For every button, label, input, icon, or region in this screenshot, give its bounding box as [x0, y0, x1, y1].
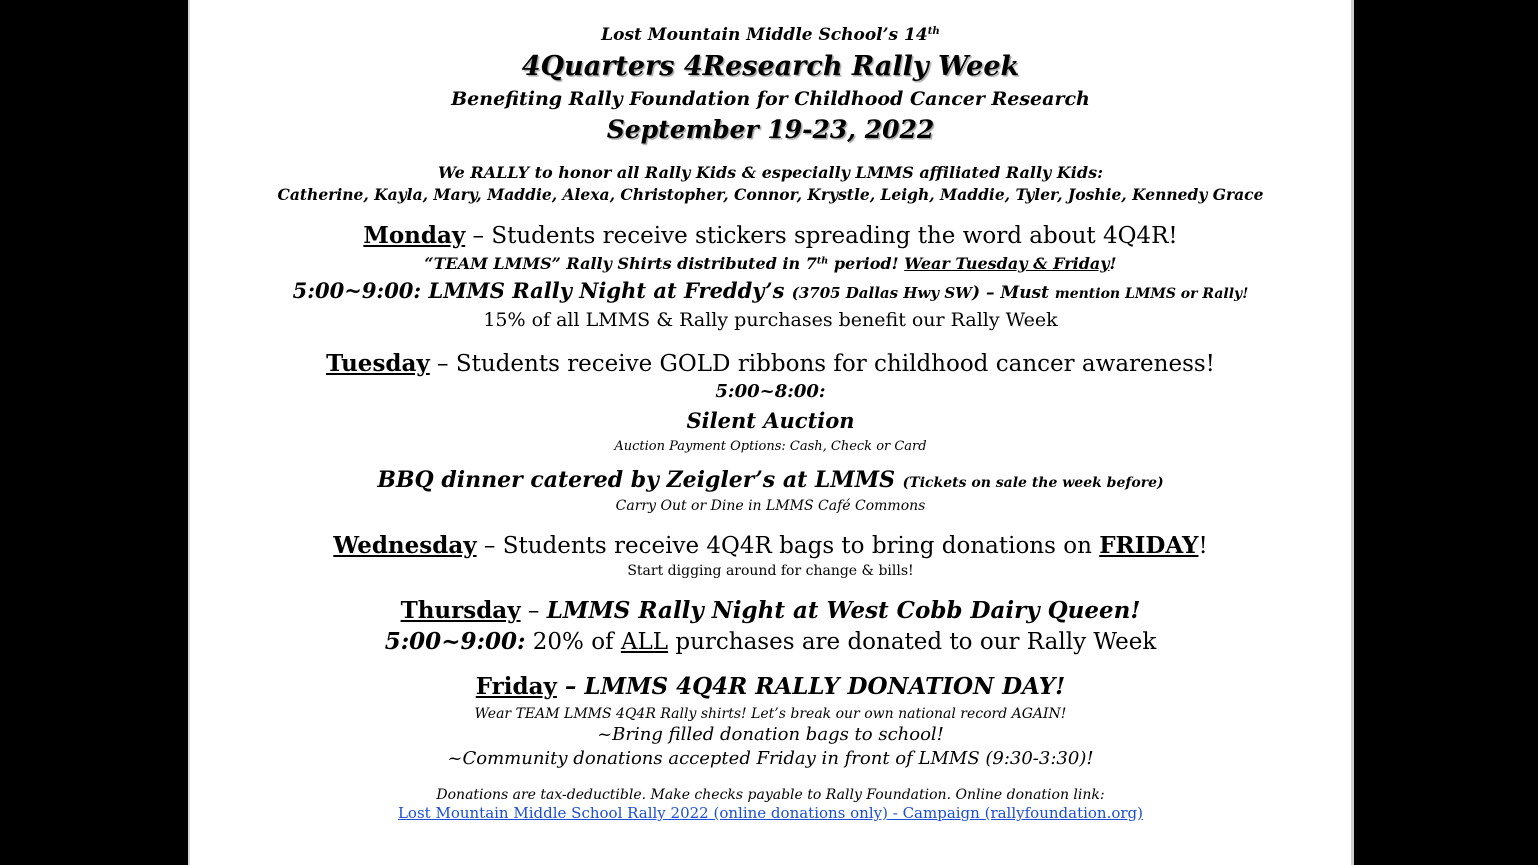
honor-intro: We RALLY to honor all Rally Kids & especially LMMS affiliated Rally Kids: — [438, 163, 1103, 182]
honor-names: Catherine, Kayla, Mary, Maddie, Alexa, Christopher, Connor, Krystle, Leigh, Maddie, Tyler, Joshie, Kennedy Grace — [277, 185, 1264, 204]
friday-bags: ~Bring filled donation bags to school! — [597, 724, 944, 745]
tuesday-line: Tuesday – Students receive GOLD ribbons for childhood cancer awareness! — [326, 350, 1215, 377]
document-page — [188, 0, 1354, 865]
friday-wear: Wear TEAM LMMS 4Q4R Rally shirts! Let’s break our own national record AGAIN! — [474, 706, 1067, 722]
thursday-label: Thursday — [400, 597, 521, 624]
donation-link[interactable]: Lost Mountain Middle School Rally 2022 (online donations only) - Campaign (rallyfoundation.org) — [397, 804, 1144, 822]
monday-label: Monday — [363, 222, 466, 249]
friday-community: ~Community donations accepted Friday in front of LMMS (9:30-3:30)! — [447, 748, 1094, 769]
monday-shirts-line: “TEAM LMMS” Rally Shirts distributed in 7th period! Wear Tuesday & Friday! — [424, 254, 1117, 273]
monday-line: Monday – Students receive stickers spreading the word about 4Q4R! — [363, 222, 1178, 249]
wednesday-label: Wednesday — [333, 532, 477, 559]
donation-link-line — [190, 806, 1351, 821]
wednesday-line: Wednesday – Students receive 4Q4R bags to bring donations on FRIDAY! — [333, 532, 1208, 559]
tuesday-time: 5:00~8:00: — [715, 381, 826, 402]
event-title: 4Quarters 4Research Rally Week — [521, 51, 1020, 82]
friday-line: Friday – LMMS 4Q4R RALLY DONATION DAY! — [475, 673, 1066, 700]
carry-out-line: Carry Out or Dine in LMMS Café Commons — [615, 498, 926, 514]
monday-percent-line: 15% of all LMMS & Rally purchases benefit our Rally Week — [483, 309, 1058, 331]
school-name-line: Lost Mountain Middle School’s 14th — [601, 24, 940, 45]
benefit-line: Benefiting Rally Foundation for Childhood Cancer Research — [451, 88, 1090, 110]
auction-payment: Auction Payment Options: Cash, Check or Card — [614, 439, 927, 454]
thursday-time-line: 5:00~9:00: 20% of ALL purchases are donated to our Rally Week — [384, 628, 1157, 655]
bbq-line: BBQ dinner catered by Zeigler’s at LMMS (Tickets on sale the week before) — [377, 467, 1164, 493]
friday-label: Friday — [475, 673, 557, 700]
event-dates: September 19-23, 2022 — [606, 115, 935, 144]
tuesday-label: Tuesday — [326, 350, 430, 377]
thursday-line: Thursday – LMMS Rally Night at West Cobb Dairy Queen! — [400, 597, 1141, 624]
monday-night-line: 5:00~9:00: LMMS Rally Night at Freddy’s (3705 Dallas Hwy SW) – Must mention LMMS or Rally! — [292, 278, 1249, 303]
tax-note: Donations are tax-deductible. Make checks payable to Rally Foundation. Online donation link: — [436, 787, 1105, 803]
silent-auction: Silent Auction — [686, 408, 855, 433]
wednesday-sub: Start digging around for change & bills! — [627, 563, 914, 579]
